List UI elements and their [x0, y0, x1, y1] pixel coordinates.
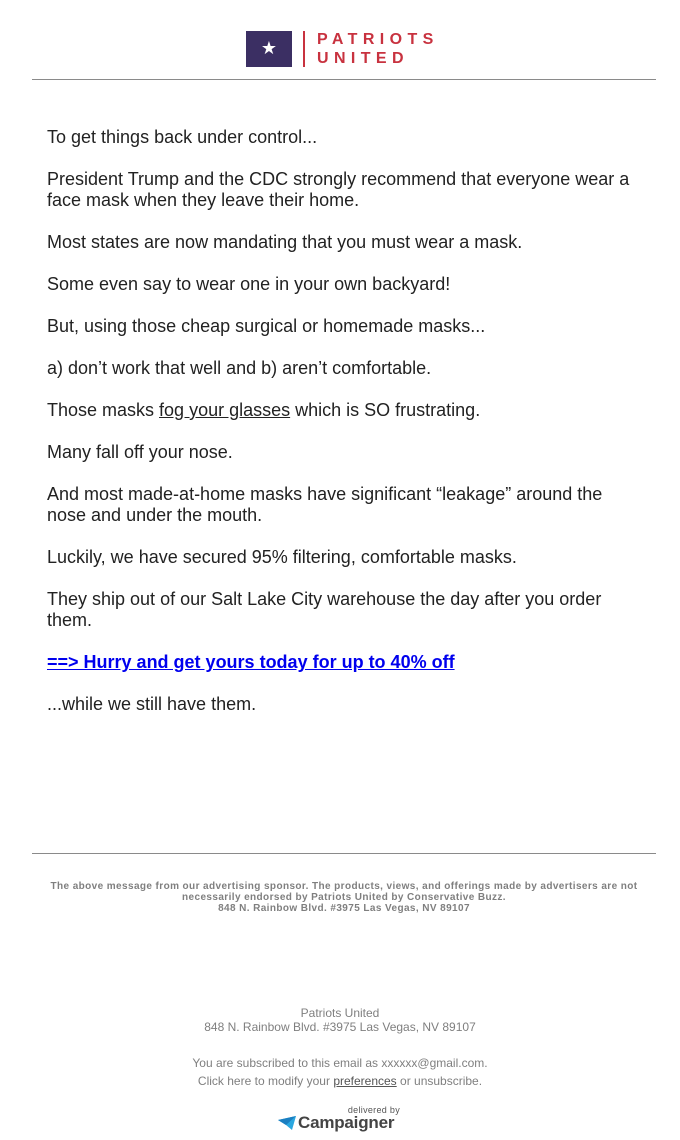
body-paragraph: To get things back under control...	[47, 127, 318, 147]
disclaimer-address: 848 N. Rainbow Blvd. #3975 Las Vegas, NV 89107	[218, 903, 470, 914]
logo-wordmark	[317, 30, 439, 68]
subscription-notice: You are subscribed to this email as xxxxxx@gmail.com.	[192, 1056, 488, 1070]
campaigner-badge[interactable]	[278, 1105, 402, 1135]
body-paragraph: Most states are now mandating that you must wear a mask.	[47, 232, 523, 252]
email-header	[32, 0, 656, 80]
campaigner-wordmark: Campaigner	[298, 1113, 395, 1132]
body-paragraph: President Trump and the CDC strongly recommend that everyone wear a face mask when they leave their home.	[47, 169, 630, 210]
logo-line-1: PATRIOTS	[317, 31, 439, 48]
delivered-by-label: delivered by	[347, 1105, 400, 1115]
logo-line-2: UNITED	[317, 50, 409, 67]
preferences-link[interactable]: preferences	[333, 1074, 397, 1088]
email-footer	[140, 1006, 540, 1090]
cta-paragraph	[47, 652, 637, 673]
body-paragraph: Luckily, we have secured 95% filtering, comfortable masks.	[47, 547, 517, 567]
campaigner-mark-icon	[278, 1116, 296, 1130]
email-body	[47, 127, 637, 736]
footer-org-name: Patriots United	[300, 1006, 380, 1020]
text-segment: Those masks	[47, 400, 160, 420]
body-paragraph: Some even say to wear one in your own backyard!	[47, 274, 451, 294]
fog-glasses-underline: fog your glasses	[159, 400, 291, 420]
text-segment: which is SO frustrating.	[290, 400, 481, 420]
logo-divider	[303, 31, 305, 67]
sponsor-disclaimer	[40, 881, 648, 914]
star-icon: ★	[260, 38, 278, 59]
body-paragraph: They ship out of our Salt Lake City warehouse the day after you order them.	[47, 589, 602, 630]
modify-preferences-line	[140, 1072, 540, 1090]
body-paragraph: a) don’t work that well and b) aren’t comfortable.	[47, 358, 432, 378]
body-paragraph: Many fall off your nose.	[47, 442, 233, 462]
cta-link[interactable]: ==> Hurry and get yours today for up to 40% off	[47, 652, 455, 672]
footer-divider	[32, 853, 656, 854]
patriots-united-logo[interactable]	[246, 30, 439, 68]
disclaimer-text: The above message from our advertising sponsor. The products, views, and offerings made by advertisers are not necessarily endorsed by Patriots United by Conservative Buzz.	[50, 881, 638, 903]
text-segment: or unsubscribe.	[396, 1074, 483, 1088]
logo-flag-box	[246, 31, 292, 67]
text-segment: Click here to modify your	[197, 1074, 334, 1088]
body-paragraph: And most made-at-home masks have significant “leakage” around the nose and under the mouth.	[47, 484, 603, 525]
body-paragraph: But, using those cheap surgical or homemade masks...	[47, 316, 486, 336]
body-paragraph	[47, 400, 637, 421]
footer-address: 848 N. Rainbow Blvd. #3975 Las Vegas, NV 89107	[204, 1020, 476, 1034]
body-paragraph: ...while we still have them.	[47, 694, 257, 714]
